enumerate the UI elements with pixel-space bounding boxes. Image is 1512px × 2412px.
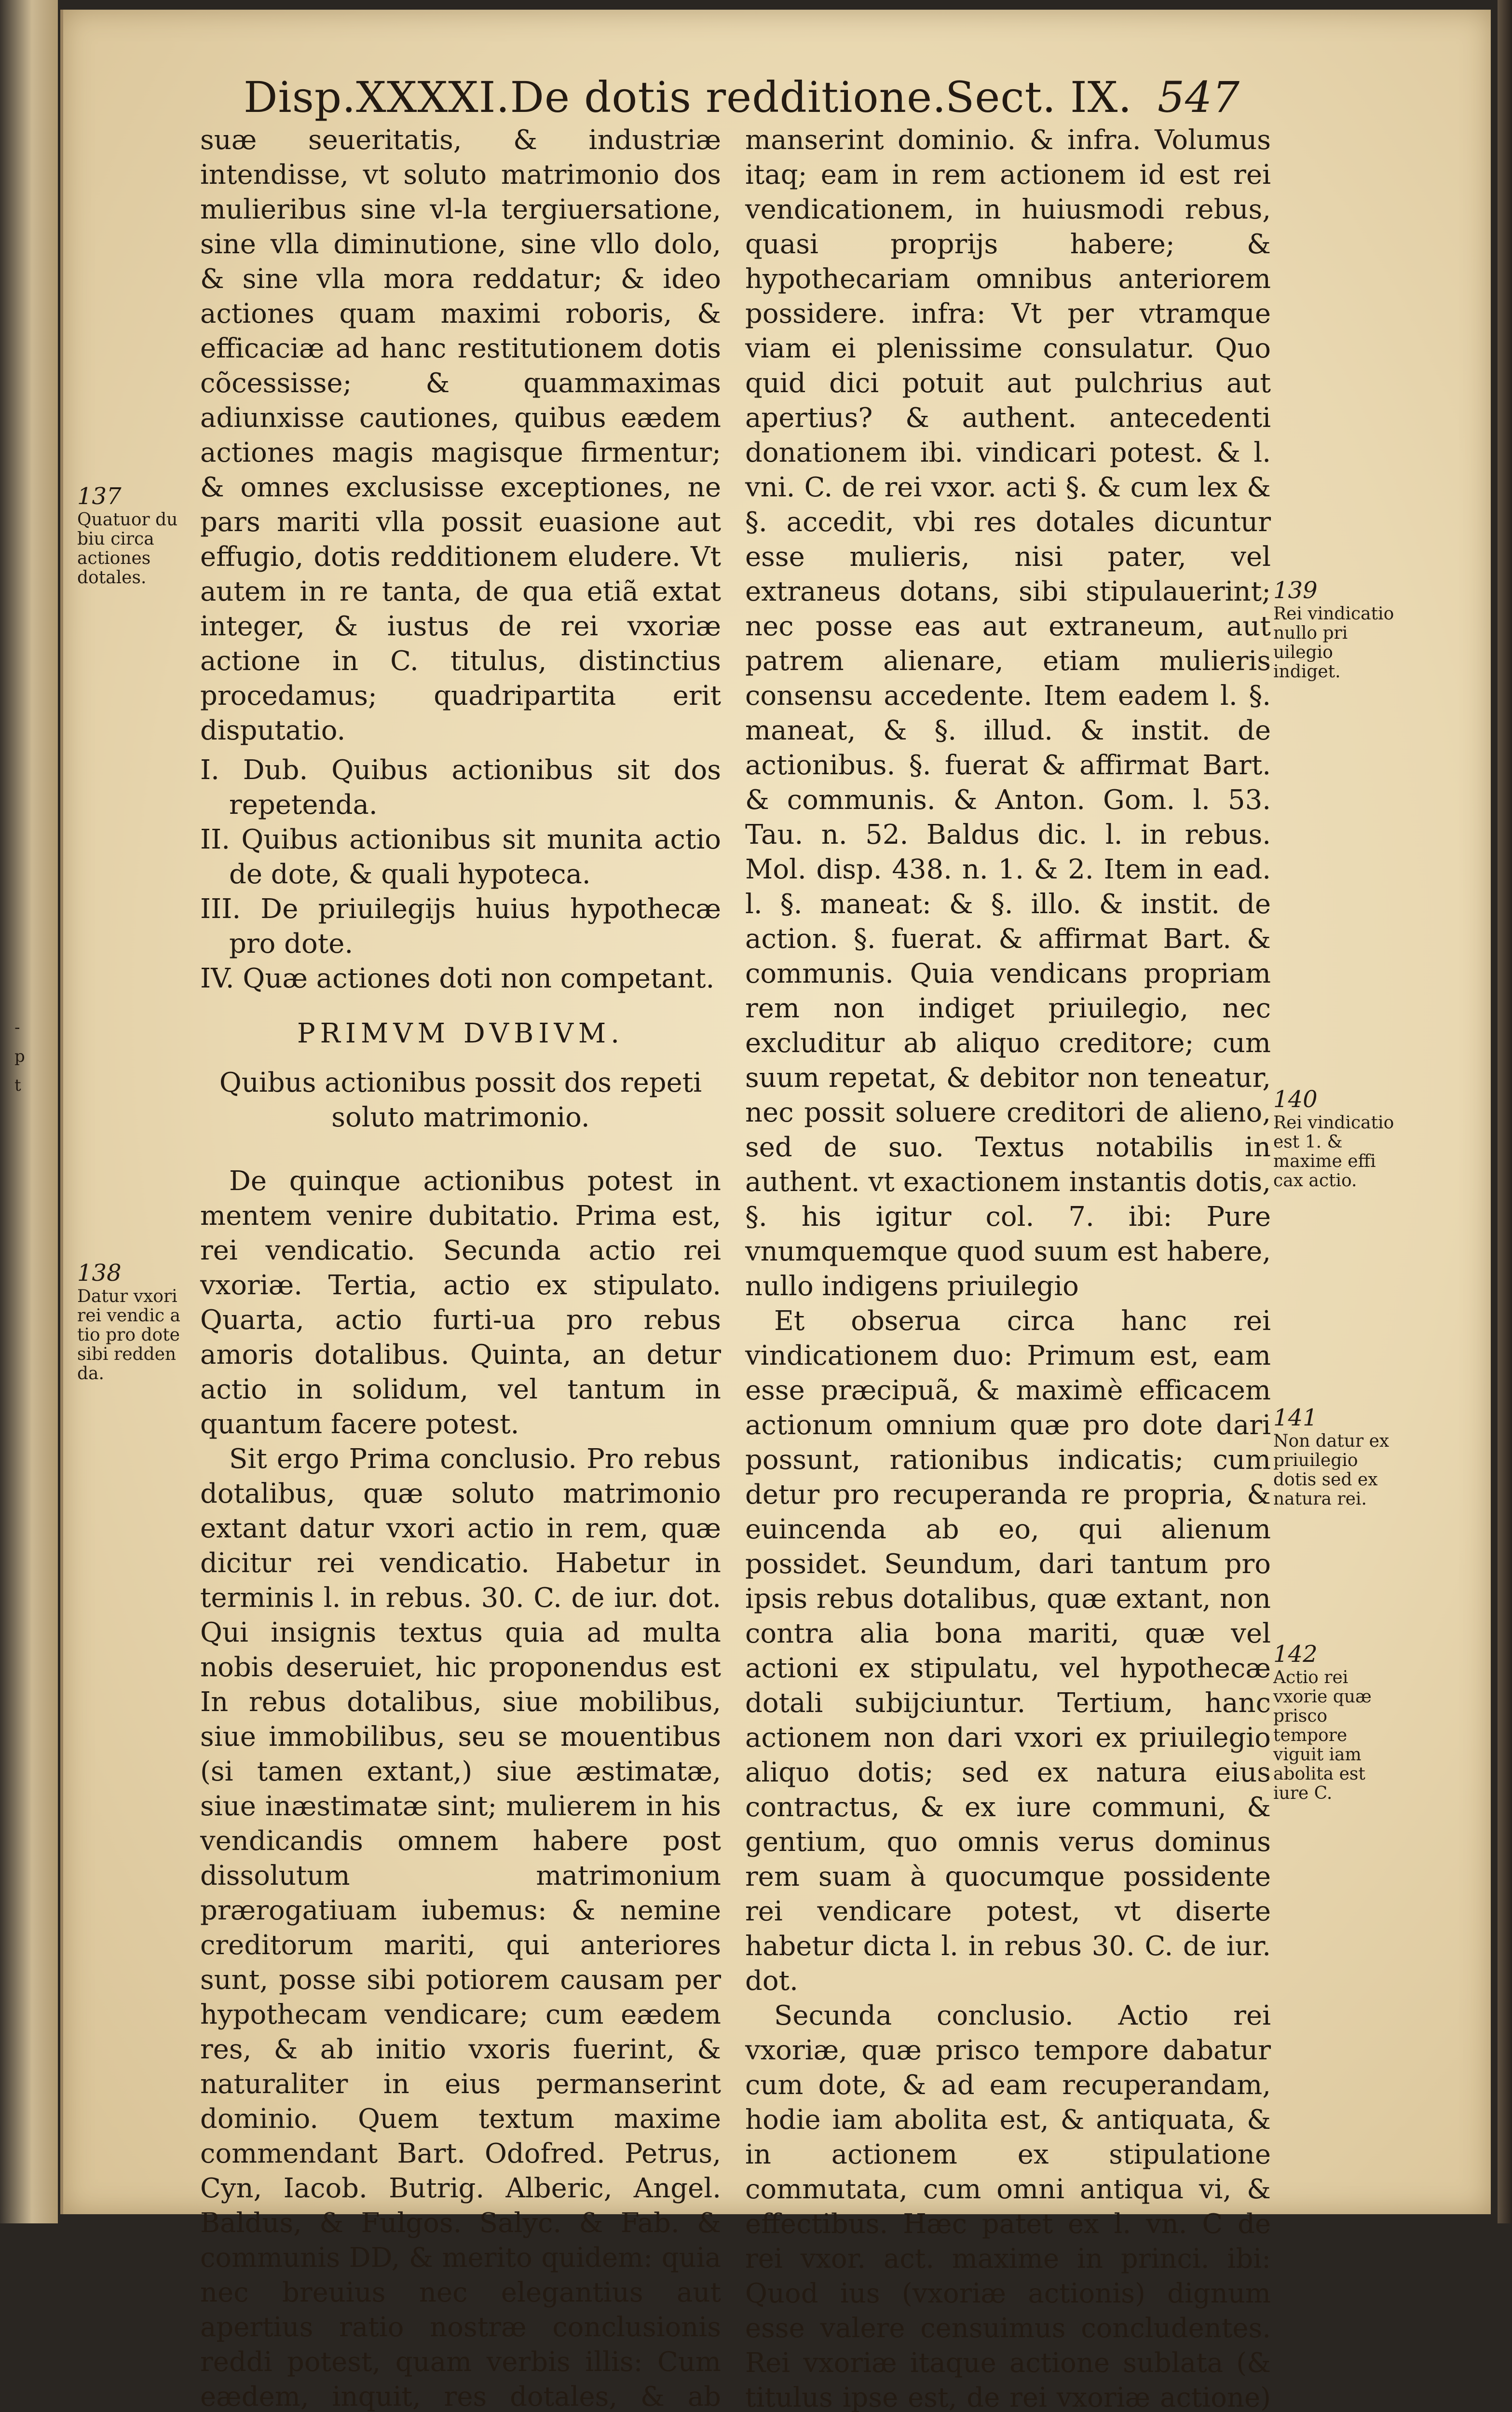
margin-note-140 [1273,1085,1399,1191]
secunda-conclusio-paragraph: Secunda conclusio. Actio rei vxoriæ, quæ prisco tempore dabatur cum dote, & ad eam recuperandam, hodie iam abolita est, & antiquata, & in actionem ex stipulatione commutata, cum omni antiqua vi, & effectibus. Hæc patet ex l. vn. C de rei vxor. act. maxime in princi. ibi: Quod ius (vxoriæ actionis) dignum esse valere censuimus concludentes. Rei vxoriæ itaque actione sublata (& titulus ipse est, de rei vxoriæ actione) [745,2000,1271,2412]
dubium-item: II. Quibus actionibus sit munita actio de dote, & quali hypoteca. [200,824,721,890]
margin-note-number: 141 [1273,1404,1318,1431]
margin-note-number: 139 [1273,577,1318,604]
margin-note-number: 137 [77,483,122,510]
margin-note-141 [1273,1404,1399,1509]
dubium-item: IV. Quæ actiones doti non competant. [200,963,715,994]
margin-note-139 [1273,576,1399,682]
left-opening-paragraph: suæ seueritatis, & industriæ intendisse, vt soluto matrimonio dos mulieribus sine vl-la tergiuersatione, sine vlla diminutione, sine vllo dolo, & sine vlla mora reddatur; & ideo actiones quam maximi roboris, & efficaciæ ad hanc restitutionem dotis cõcessisse; & quammaximas adiunxisse cautiones, quibus eædem actiones magis magisque firmentur; & omnes exclusisse exceptiones, ne pars mariti vlla possit euasione aut effugio, dotis redditionem eludere. Vt autem in re tanta, de qua etiã extat integer, & iustus de rei vxoriæ actione in C. titulus, distinctius procedamus; quadripartita erit disputatio. [200,124,721,746]
margin-note-text: Rei vindicatio est 1. & maxime effi cax actio. [1273,1113,1394,1191]
dubium-item: I. Dub. Quibus actionibus sit dos repetenda. [200,754,721,821]
margin-note-text: Rei vindicatio nullo pri uilegio indiget. [1273,604,1394,682]
page-number: 547 [1158,72,1240,122]
actions-paragraph: De quinque actionibus potest in mentem venire dubitatio. Prima est, rei vendicatio. Secunda actio rei vxoriæ. Tertia, actio ex stipulato. Quarta, actio furti-ua pro rebus amoris dotalibus. Quinta, an detur actio in solidum, vel tantum in quantum facere potest. [200,1165,721,1440]
margin-note-text: Non datur ex priuilegio dotis sed ex natura rei. [1273,1431,1389,1509]
margin-note-text: Quatuor du biu circa actiones dotales. [77,510,178,588]
margin-note-text: Actio rei vxorie quæ prisco tempore viguit iam abolita est iure C. [1273,1668,1372,1803]
margin-note-142 [1273,1640,1399,1803]
dubia-list [200,753,721,996]
right-column [745,123,1271,2412]
margin-note-number: 142 [1273,1641,1318,1668]
section-label: Sect. IX. [945,72,1132,122]
right-book-edge [1498,0,1512,2223]
margin-note-137 [77,482,193,588]
margin-note-138 [77,1259,193,1384]
margin-note-number: 140 [1273,1086,1318,1113]
margin-note-number: 138 [77,1260,122,1287]
obserua-paragraph: Et obserua circa hanc rei vindicationem duo: Primum est, eam esse præcipuã, & maximè efficacem actionum omnium quæ pro dote dari possunt, rationibus indicatis; cum detur pro recuperanda re propria, & euincenda ab eo, qui alienum possidet. Seundum, dari tantum pro ipsis rebus dotalibus, quæ extant, non contra alia bona mariti, quæ vel actioni ex stipulatu, vel hypothecæ dotali subijciuntur. Tertium, hanc actionem non dari vxori ex priuilegio aliquo dotis; sed ex natura eius contractus, & ex iure communi, & gentium, quo omnis verus dominus rem suam à quocumque possidente rei vendicare potest, vt diserte habetur dicta l. in rebus 30. C. de iur. dot. [745,1305,1271,1997]
question-heading: Quibus actionibus possit dos repeti soluto matrimonio. [219,1067,702,1133]
prima-conclusio-paragraph: Sit ergo Prima conclusio. Pro rebus dotalibus, quæ soluto matrimonio extant datur vxori actio in rem, quæ dicitur rei vendicatio. Habetur in terminis l. in rebus. 30. C. de iur. dot. Qui insignis textus quia ad multa nobis deseruiet, hic proponendus est In rebus dotalibus, siue mobilibus, siue immobilibus, seu se mouentibus (si tamen extant,) siue æstimatæ, siue inæstimatæ sint; mulierem in his vendicandis omnem habere post dissolutum matrimonium prærogatiuam iubemus: & nemine creditorum mariti, qui anteriores sunt, posse sibi potiorem causam per hypothecam vendicare; cum eædem res, & ab initio vxoris fuerint, & naturaliter in eius permanserint dominio. Quem textum maxime commendant Bart. Odofred. Petrus, Cyn, Iacob. Butrig. Alberic, Angel. Baldus, & Fulgos. Salyc. & Fab. & communis DD, & merito quidem: quia nec breuius nec elegantius aut apertius ratio nostræ conclusionis reddi potest, quam verbis illis: Cum eædem, inquit, res dotales, & ab [200,1443,721,2412]
dubium-item: III. De priuilegijs huius hypothecæ pro dote. [200,893,721,959]
previous-page-fragment: - p t [14,1018,25,1095]
primum-dubium-heading: PRIMVM DVBIVM. [297,1018,625,1049]
previous-page-edge [0,0,58,2223]
left-column [200,123,721,2412]
margin-note-text: Datur vxori rei vendic a tio pro dote sibi redden da. [77,1287,180,1384]
running-title: Disp.XXXXI.De dotis redditione. [244,72,947,122]
right-continuation-paragraph: manserint dominio. & infra. Volumus itaq; eam in rem actionem id est rei vendicationem, in huiusmodi rebus, quasi proprijs habere; & hypothecariam omnibus anteriorem possidere. infra: Vt per vtramque viam ei plenissime consulatur. Quo quid dici potuit aut pulchrius aut apertius? & authent. antecedenti donationem ibi. vindicari potest. & l. vni. C. de rei vxor. acti §. & cum lex & §. accedit, vbi res dotales dicuntur esse mulieris, nisi pater, vel extraneus dotans, sibi stipulauerint; nec posse eas aut extraneum, aut patrem alienare, etiam mulieris consensu accedente. Item eadem l. §. maneat, & §. illud. & instit. de actionibus. §. fuerat & affirmat Bart. & communis. & Anton. Gom. l. 53. Tau. n. 52. Baldus dic. l. in rebus. Mol. disp. 438. n. 1. & 2. Item in ead. l. §. maneat: & §. illo. & instit. de action. §. fuerat. & affirmat Bart. & communis. Quia vendicans propriam rem non indiget priuilegio, nec excluditur ab aliquo creditore; cum suum repetat, & debitor non teneatur, nec possit soluere creditori de alieno, sed de suo. Textus notabilis in authent. vt exactionem instantis dotis, §. his igitur col. 7. ibi: Pure vnumquemque quod suum est habere, nullo indigens priuilegio [745,124,1271,1302]
